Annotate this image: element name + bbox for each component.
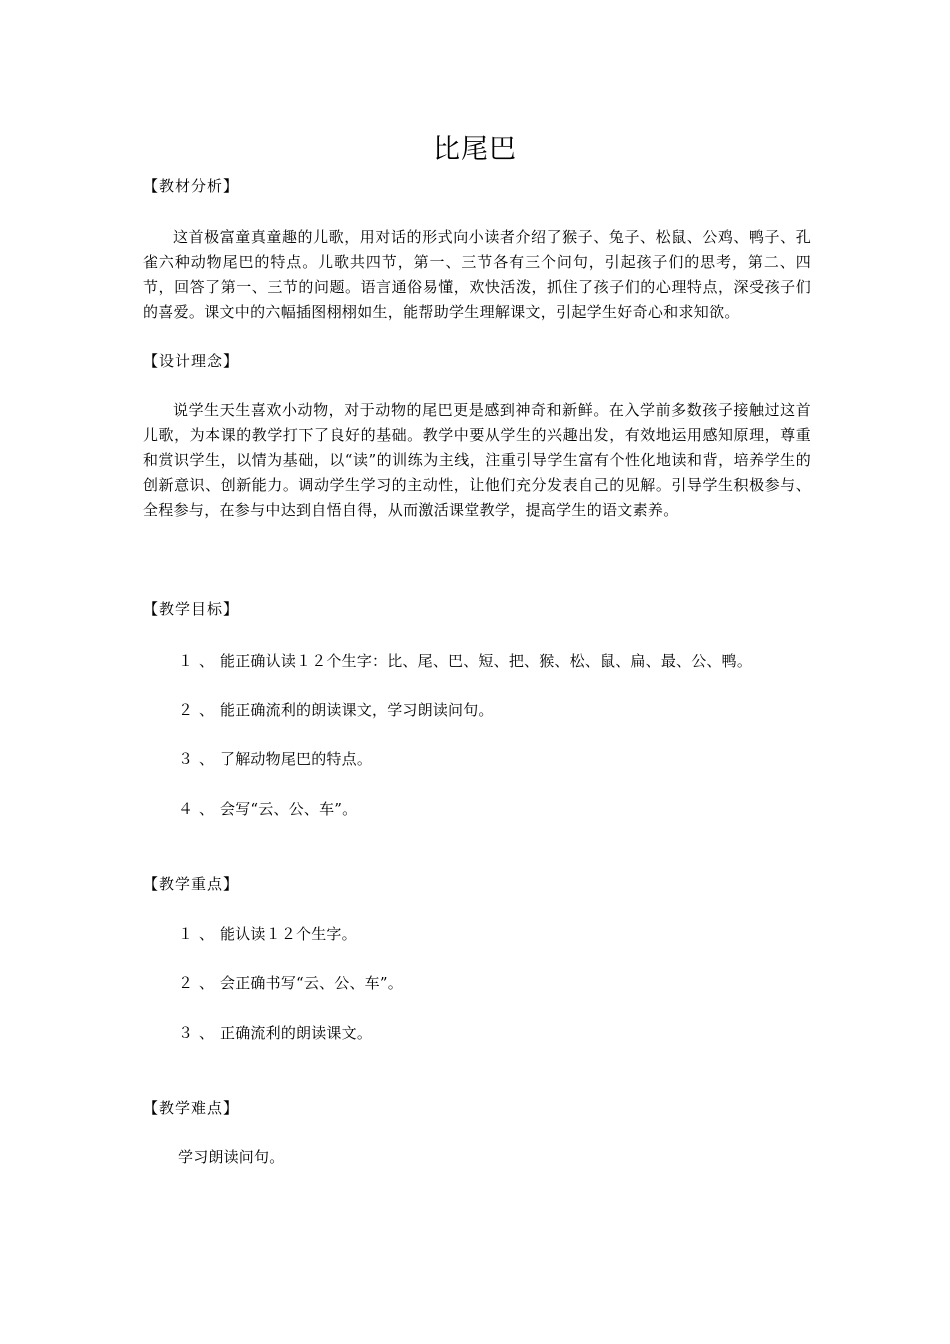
goal-item	[178, 699, 818, 721]
key-point-text: 正确流利的朗读课文。	[220, 1024, 373, 1042]
section-heading-difficulty: 【教学难点】	[143, 1099, 240, 1117]
goal-item-text: 会写“云、公、车”。	[220, 800, 358, 818]
key-point-number: ３、	[178, 1024, 221, 1042]
goal-item-text: 了解动物尾巴的特点。	[220, 750, 373, 768]
document-title: 比尾巴	[433, 134, 517, 165]
goal-item-number: １、	[178, 652, 221, 670]
key-point-item	[178, 972, 818, 994]
concept-paragraph: 说学生天生喜欢小动物，对于动物的尾巴更是感到神奇和新鲜。在入学前多数孩子接触过这首儿歌，为本课的教学打下了良好的基础。教学中要从学生的兴趣出发，有效地运用感知原理，尊重和赏识学生，以情为基础，以“读”的训练为主线，注重引导学生富有个性化地读和背，培养学生的创新意识、创新能力。调动学生学习的主动性，让他们充分发表自己的见解。引导学生积极参与、全程参与，在参与中达到自悟自得，从而激活课堂教学，提高学生的语文素养。	[143, 401, 811, 519]
goal-item-text: 能正确认读１２个生字：比、尾、巴、短、把、猴、松、鼠、扁、最、公、鸭。	[220, 652, 753, 670]
analysis-paragraph: 这首极富童真童趣的儿歌，用对话的形式向小读者介绍了猴子、兔子、松鼠、公鸡、鸭子、孔雀六种动物尾巴的特点。儿歌共四节，第一、三节各有三个问句，引起孩子们的思考，第二、四节，回答了第一、三节的问题。语言通俗易懂，欢快活泼，抓住了孩子们的心理特点，深受孩子们的喜爱。课文中的六幅插图栩栩如生，能帮助学生理解课文，引起学生好奇心和求知欲。	[143, 228, 811, 321]
key-point-number: ２、	[178, 974, 221, 992]
key-point-text: 会正确书写“云、公、车”。	[220, 974, 403, 992]
section-heading-concept: 【设计理念】	[143, 352, 240, 370]
key-point-number: １、	[178, 925, 221, 943]
section-heading-key-points: 【教学重点】	[143, 875, 240, 893]
goal-item-text: 能正确流利的朗读课文，学习朗读问句。	[220, 701, 494, 719]
goal-item	[178, 798, 818, 820]
goal-item	[178, 748, 818, 770]
goal-item-number: ２、	[178, 701, 221, 719]
section-heading-goals: 【教学目标】	[143, 600, 240, 618]
difficulty-text: 学习朗读问句。	[178, 1148, 285, 1166]
goal-item	[178, 650, 818, 672]
goal-item-number: ４、	[178, 800, 221, 818]
key-point-item	[178, 1022, 818, 1044]
key-point-text: 能认读１２个生字。	[220, 925, 357, 943]
goal-item-number: ３、	[178, 750, 221, 768]
key-point-item	[178, 923, 818, 945]
section-heading-analysis: 【教材分析】	[143, 177, 240, 195]
